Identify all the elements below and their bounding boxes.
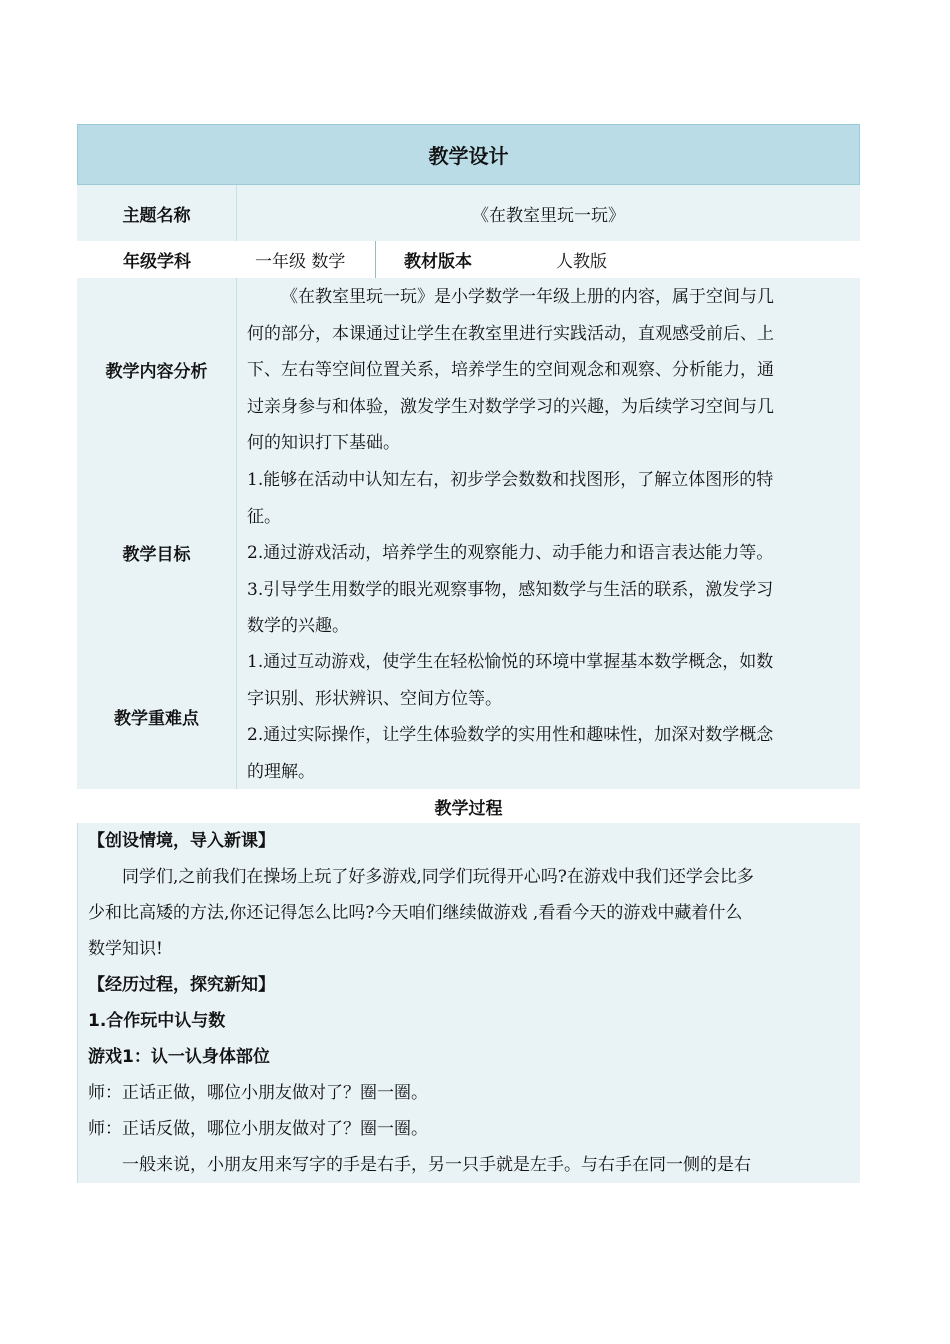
process-line: 师：正话反做，哪位小朋友做对了？圈一圈。	[88, 1119, 428, 1139]
content-analysis-text	[237, 278, 860, 461]
key-point-line: 2.通过实际操作，让学生体验数学的实用性和趣味性，加深对数学概念	[247, 725, 774, 745]
document-title: 教学设计	[77, 124, 860, 185]
content-analysis-label: 教学内容分析	[77, 278, 237, 461]
objective-line: 1.能够在活动中认知左右，初步学会数数和找图形，了解立体图形的特	[247, 470, 774, 490]
key-point-line: 的理解。	[247, 761, 315, 782]
content-line: 过亲身参与和体验，激发学生对数学学习的兴趣，为后续学习空间与几	[247, 396, 774, 417]
objective-line: 数学的兴趣。	[247, 616, 349, 636]
content-line: 下、左右等空间位置关系，培养学生的空间观念和观察、分析能力，通	[247, 360, 774, 380]
process-line: 少和比高矮的方法,你还记得怎么比吗?今天咱们继续做游戏 ,看看今天的游戏中藏着什么	[88, 903, 743, 923]
key-points-row	[77, 643, 860, 789]
process-line: 数学知识!	[88, 939, 163, 959]
objectives-row	[77, 461, 860, 643]
key-point-line: 字识别、形状辨识、空间方位等。	[247, 688, 502, 709]
key-points-label: 教学重难点	[77, 643, 237, 789]
content-analysis-row	[77, 278, 860, 461]
process-line: 一般来说，小朋友用来写字的手是右手，另一只手就是左手。与右手在同一侧的是右	[122, 1155, 751, 1175]
process-line: 同学们,之前我们在操场上玩了好多游戏,同学们玩得开心吗?在游戏中我们还学会比多	[122, 867, 754, 887]
content-line: 何的知识打下基础。	[247, 433, 400, 453]
grade-value: 一年级 数学	[237, 241, 376, 278]
topic-value: 《在教室里玩一玩》	[237, 185, 860, 241]
subsection-heading: 1.合作玩中认与数	[88, 1011, 226, 1031]
key-points-text	[237, 643, 860, 789]
grade-label: 年级学科	[123, 252, 191, 272]
edition-value: 人教版	[556, 252, 607, 272]
objective-line: 2.通过游戏活动，培养学生的观察能力、动手能力和语言表达能力等。	[247, 543, 774, 563]
topic-label: 主题名称	[77, 185, 237, 241]
content-line: 何的部分，本课通过让学生在教室里进行实践活动，直观感受前后、上	[247, 323, 774, 344]
content-line: 《在教室里玩一玩》是小学数学一年级上册的内容，属于空间与几	[281, 287, 774, 307]
grade-row	[77, 241, 860, 278]
section-heading: 【创设情境，导入新课】	[88, 831, 275, 851]
objective-line: 征。	[247, 506, 281, 527]
edition-label: 教材版本	[404, 252, 472, 272]
topic-row	[77, 185, 860, 241]
game-heading: 游戏1：认一认身体部位	[88, 1047, 270, 1067]
objective-line: 3.引导学生用数学的眼光观察事物，感知数学与生活的联系，激发学习	[247, 579, 774, 600]
process-title: 教学过程	[77, 789, 860, 823]
section-heading: 【经历过程，探究新知】	[88, 975, 275, 995]
lesson-plan-table	[77, 124, 860, 1183]
objectives-label: 教学目标	[77, 461, 237, 643]
process-line: 师：正话正做，哪位小朋友做对了？圈一圈。	[88, 1083, 428, 1103]
process-body	[77, 823, 860, 1183]
key-point-line: 1.通过互动游戏，使学生在轻松愉悦的环境中掌握基本数学概念，如数	[247, 652, 774, 672]
objectives-text	[237, 461, 860, 643]
